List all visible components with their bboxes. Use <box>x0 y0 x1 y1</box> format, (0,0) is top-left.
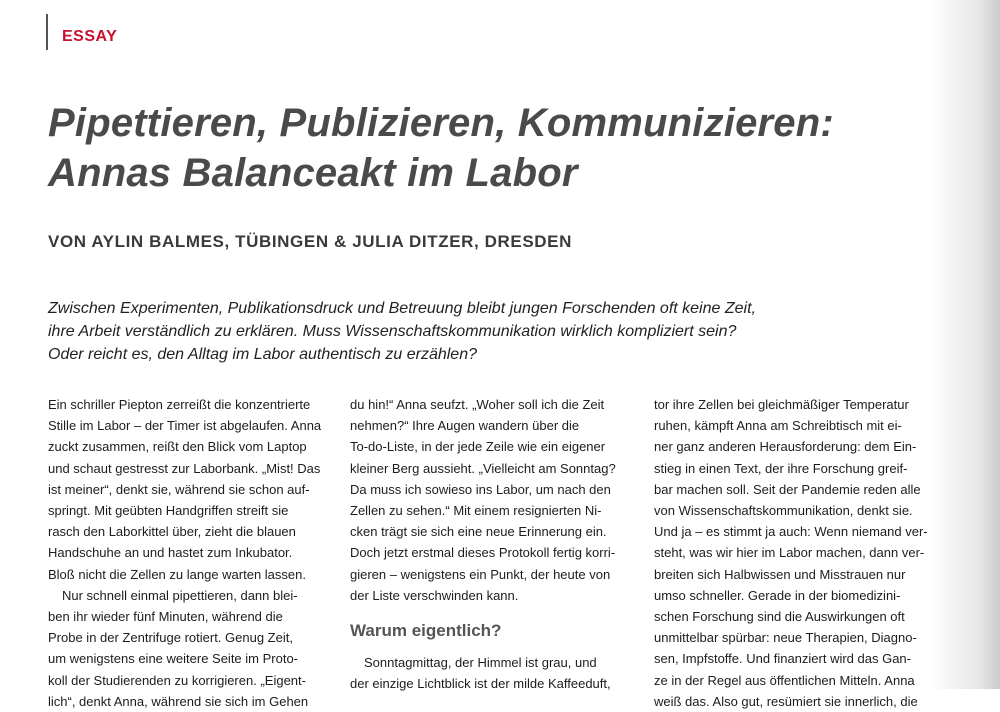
body-line: nehmen?“ Ihre Augen wandern über die <box>350 418 580 434</box>
body-line: ner ganz anderen Herausforderung: dem Ein- <box>654 439 917 455</box>
body-line: gieren – wenigstens ein Punkt, der heute von <box>350 566 611 582</box>
lead-line: Oder reicht es, den Alltag im Labor authentisch zu erzählen? <box>48 346 477 363</box>
body-line: Zellen zu sehen.“ Mit einem resignierten Ni- <box>350 503 602 519</box>
body-line: koll der Studierenden zu korrigieren. „Eigent- <box>48 672 306 688</box>
body-line: tor ihre Zellen bei gleichmäßiger Temperatur <box>654 397 909 412</box>
body-line: steht, was wir hier im Labor machen, dann ver- <box>654 545 925 561</box>
lead-line: Zwischen Experimenten, Publikationsdruck und Betreuung bleibt jungen Forschenden oft keine Zeit, <box>48 300 756 317</box>
body-line: ist meiner“, denkt sie, während sie schon auf- <box>48 481 310 497</box>
body-line: cken trägt sie sich eine neue Erinnerung ein. <box>350 524 607 540</box>
body-column-2 <box>350 394 630 694</box>
section-rule <box>46 14 48 50</box>
body-line: umso schneller. Gerade in der biomedizini- <box>654 587 901 603</box>
body-line: Sonntagmittag, der Himmel ist grau, und <box>364 655 597 671</box>
body-column-1 <box>48 394 328 712</box>
article-title <box>48 98 948 198</box>
lead-paragraph <box>48 297 908 366</box>
body-line: kleiner Berg aussieht. „Vielleicht am Sonntag? <box>350 460 616 476</box>
body-line: rasch den Laborkittel über, zieht die blauen <box>48 524 296 540</box>
body-line: der einzige Lichtblick ist der milde Kaffeeduft, <box>350 676 611 692</box>
body-line: bar machen soll. Seit der Pandemie reden alle <box>654 481 921 497</box>
body-line: Ein schriller Piepton zerreißt die konzentrierte <box>48 397 311 412</box>
body-line: schen Forschung sind die Auswirkungen oft <box>654 609 905 625</box>
page-edge-shadow <box>930 0 1000 689</box>
body-line: lich“, denkt Anna, während sie sich im Gehen <box>48 693 309 709</box>
subheading: Warum eigentlich? <box>350 621 502 641</box>
body-line: du hin!“ Anna seufzt. „Woher soll ich die Zeit <box>350 397 605 412</box>
body-column-3 <box>654 394 934 712</box>
body-line: Probe in der Zentrifuge rotiert. Genug Zeit, <box>48 630 293 646</box>
body-line: Bloß nicht die Zellen zu lange warten lassen. <box>48 566 306 582</box>
body-line: sen, Impfstoffe. Und finanziert wird das Gan- <box>654 651 911 667</box>
lead-line: ihre Arbeit verständlich zu erklären. Muss Wissenschaftskommunikation wirklich kompliziert sein? <box>48 323 737 340</box>
body-line: zuckt zusammen, reißt den Blick vom Laptop <box>48 439 307 455</box>
body-line: Nur schnell einmal pipettieren, dann blei- <box>62 587 298 603</box>
section-label: ESSAY <box>62 28 118 45</box>
body-line: Handschuhe an und hastet zum Inkubator. <box>48 545 293 561</box>
byline: VON AYLIN BALMES, TÜBINGEN & JULIA DITZER, DRESDEN <box>48 232 572 251</box>
body-line: und schaut gestresst zur Laborbank. „Mist! Das <box>48 460 321 476</box>
body-line: ruhen, kämpft Anna am Schreibtisch mit ei- <box>654 418 902 434</box>
body-line: Und ja – es stimmt ja auch: Wenn niemand ver- <box>654 524 928 540</box>
body-line: unmittelbar spürbar: neue Therapien, Diagno- <box>654 630 917 646</box>
title-line-2: Annas Balanceakt im Labor <box>48 151 578 195</box>
body-line: stieg in einen Text, der ihre Forschung greif- <box>654 460 908 476</box>
body-line: der Liste verschwinden kann. <box>350 587 519 603</box>
title-line-1: Pipettieren, Publizieren, Kommunizieren: <box>48 101 834 145</box>
body-line: weiß das. Also gut, resümiert sie innerlich, die <box>654 693 918 709</box>
body-line: springt. Mit geübten Handgriffen streift sie <box>48 503 289 519</box>
body-line: um wenigstens eine weitere Seite im Proto- <box>48 651 299 667</box>
body-line: Da muss ich sowieso ins Labor, um nach den <box>350 481 611 497</box>
body-line: To-do-Liste, in der jede Zeile wie ein eigener <box>350 439 606 455</box>
body-line: Stille im Labor – der Timer ist abgelaufen. Anna <box>48 418 322 434</box>
body-line: ze in der Regel aus öffentlichen Mitteln. Anna <box>654 672 915 688</box>
body-line: ben ihr wieder fünf Minuten, während die <box>48 609 283 625</box>
body-line: von Wissenschaftskommunikation, denkt sie. <box>654 503 913 519</box>
body-line: Doch jetzt erstmal dieses Protokoll fertig korri- <box>350 545 616 561</box>
body-line: breiten sich Halbwissen und Misstrauen nur <box>654 566 906 582</box>
